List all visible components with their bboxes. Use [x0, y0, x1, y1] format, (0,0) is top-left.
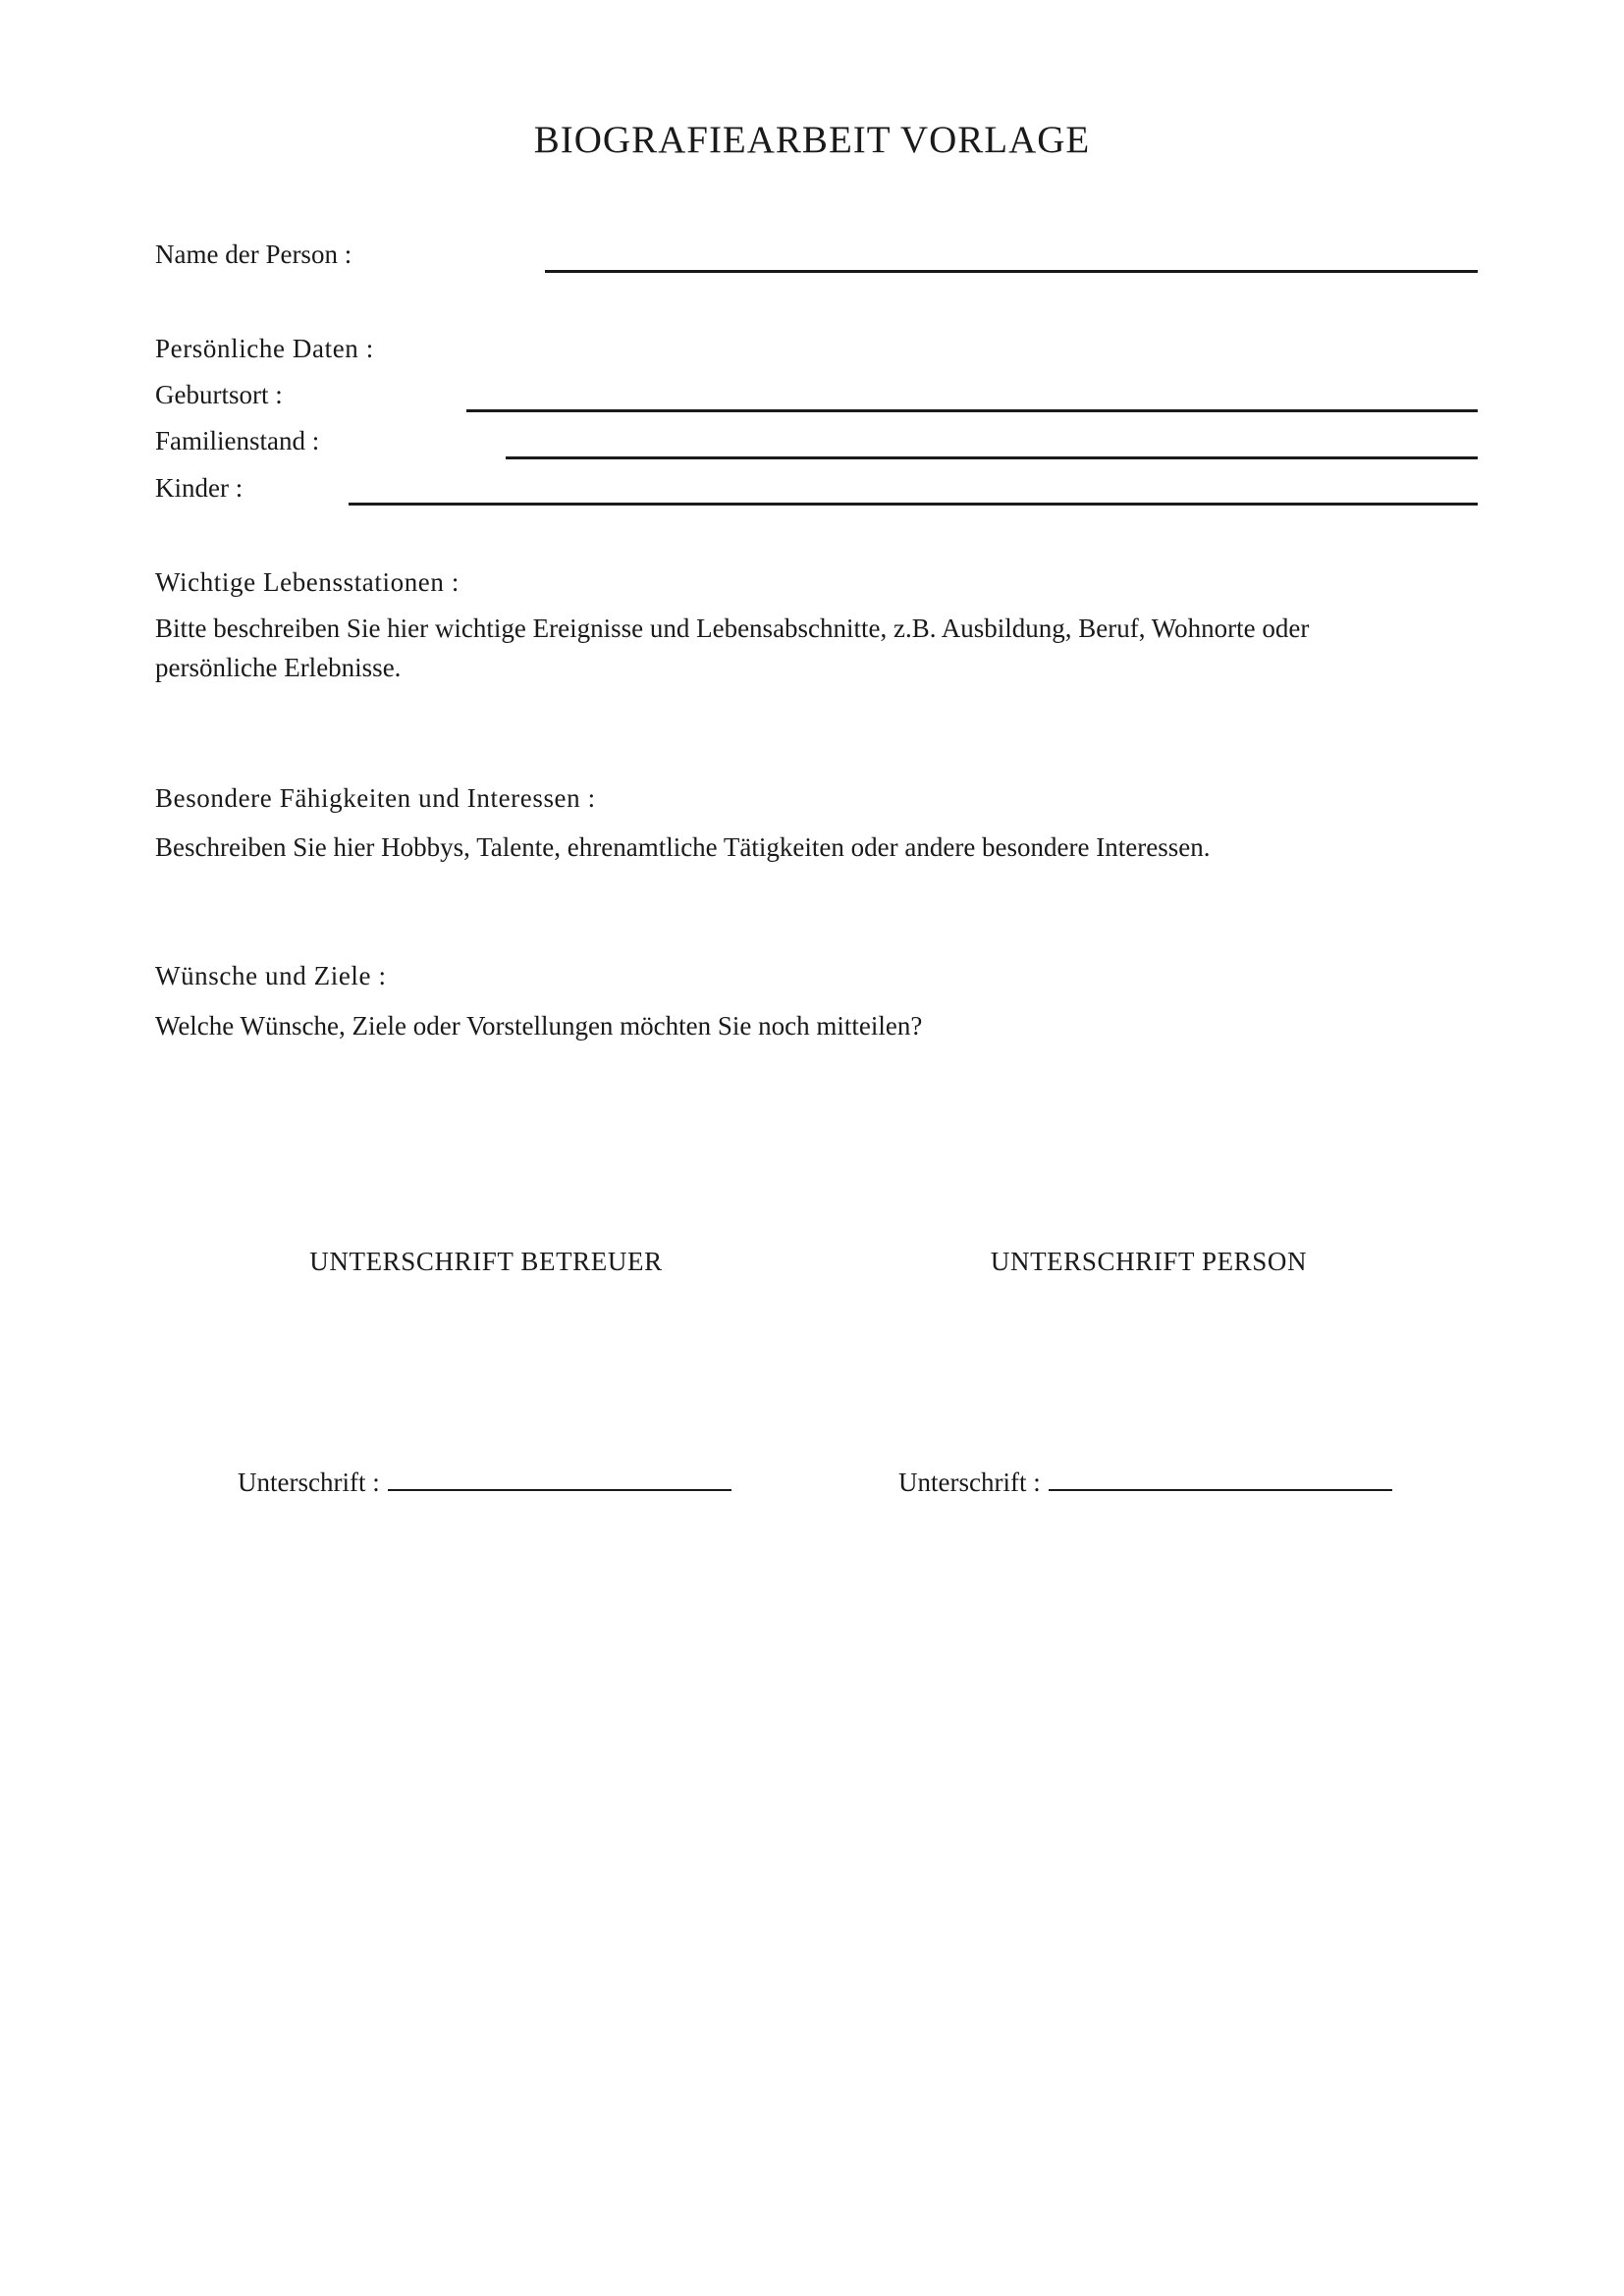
section-heading-skills-interests: Besondere Fähigkeiten und Interessen : [155, 783, 596, 813]
marital-status-input-line[interactable] [506, 456, 1478, 459]
name-label: Name der Person : [155, 240, 352, 269]
marital-status-label: Familienstand : [155, 426, 320, 455]
caregiver-signature-label: Unterschrift : [238, 1468, 380, 1497]
caregiver-signature-heading: UNTERSCHRIFT BETREUER [309, 1247, 663, 1276]
section-text-wishes-goals: Welche Wünsche, Ziele oder Vorstellungen möchten Sie noch mitteilen? [155, 1011, 923, 1041]
children-label: Kinder : [155, 473, 244, 503]
section-heading-life-stations: Wichtige Lebensstationen : [155, 567, 460, 597]
caregiver-signature-field [238, 1466, 731, 1499]
caregiver-signature-line[interactable] [388, 1468, 731, 1491]
page-title: BIOGRAFIEARBEIT VORLAGE [533, 119, 1091, 161]
person-signature-label: Unterschrift : [898, 1468, 1041, 1497]
birthplace-label: Geburtsort : [155, 380, 283, 409]
person-signature-heading: UNTERSCHRIFT PERSON [990, 1247, 1308, 1276]
section-text-skills-interests: Beschreiben Sie hier Hobbys, Talente, ehrenamtliche Tätigkeiten oder andere besondere Interessen. [155, 832, 1211, 862]
person-signature-line[interactable] [1049, 1468, 1392, 1491]
personal-data-heading: Persönliche Daten : [155, 334, 374, 363]
birthplace-input-line[interactable] [466, 409, 1478, 412]
name-input-line[interactable] [545, 270, 1478, 273]
section-text-life-stations: Bitte beschreiben Sie hier wichtige Ereignisse und Lebensabschnitte, z.B. Ausbildung, Beruf, Wohnorte oder persönliche Erlebnisse. [155, 614, 1310, 682]
person-signature-field [898, 1466, 1392, 1499]
children-input-line[interactable] [349, 503, 1478, 506]
section-heading-wishes-goals: Wünsche und Ziele : [155, 961, 387, 990]
